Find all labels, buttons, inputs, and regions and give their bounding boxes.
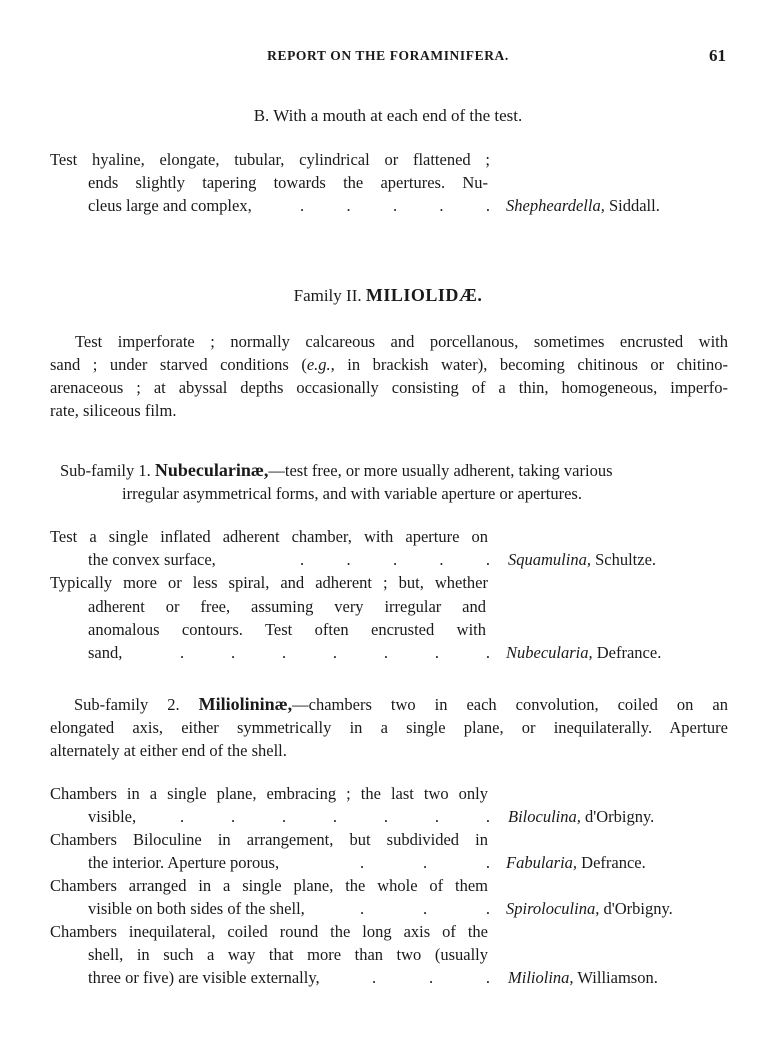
miliolina-line-1: Chambers inequilateral, coiled round the long axis of the <box>50 922 488 941</box>
squamulina-line-1: Test a single inflated adherent chamber, with aperture on <box>50 527 488 546</box>
fabularia-line-2: the interior. Aperture porous, <box>88 853 280 872</box>
shepheardella-line-1: Test hyaline, elongate, tubular, cylindrical or flattened ; <box>50 150 490 169</box>
genus-shepheardella <box>506 196 660 216</box>
spiroloculina-line-2: visible on both sides of the shell, <box>88 899 305 918</box>
genus-authority: Williamson. <box>577 968 658 987</box>
shepheardella-line-2: ends slightly tapering towards the apertures. Nu- <box>88 173 488 192</box>
genus-name: Spiroloculina, <box>506 899 600 918</box>
shepheardella-line-3: cleus large and complex, <box>88 196 252 215</box>
family-prefix: Family II. <box>293 286 362 305</box>
subfamily-1-line-1 <box>60 460 613 481</box>
leader-dots: . . . . . . . <box>180 643 490 662</box>
biloculina-line-2: visible, <box>88 807 137 826</box>
running-title: REPORT ON THE FORAMINIFERA. <box>267 48 509 63</box>
genus-name: Shepheardella, <box>506 196 605 215</box>
page-number: 61 <box>709 46 726 65</box>
genus-name: Squamulina, <box>508 550 591 569</box>
subfamily-name: Nubecularinæ, <box>154 460 269 480</box>
subfamily-prefix: Sub-family 1. <box>60 461 151 480</box>
genus-squamulina <box>508 550 656 570</box>
squamulina-line-2: the convex surface, <box>88 550 216 569</box>
section-b-heading: B. With a mouth at each end of the test. <box>253 106 523 125</box>
genus-authority: Defrance. <box>596 643 662 662</box>
genus-biloculina <box>508 807 654 827</box>
desc-text: sand ; under starved conditions ( <box>50 355 307 374</box>
genus-authority: Siddall. <box>608 196 660 215</box>
page-header <box>0 48 776 72</box>
genus-name: Fabularia, <box>506 853 578 872</box>
leader-dots: . . . <box>372 968 490 987</box>
leader-dots: . . . . . <box>300 196 490 215</box>
genus-miliolina <box>508 968 658 988</box>
leader-dots: . . . . . <box>300 550 490 569</box>
family-desc-line-2 <box>50 355 728 375</box>
subfamily-2-line-1 <box>74 694 728 715</box>
subfamily-2-line-3: alternately at either end of the shell. <box>50 741 287 760</box>
subfamily-text: —test free, or more usually adherent, taking various <box>268 461 613 480</box>
nubecularia-line-4: sand, <box>88 643 123 662</box>
spiroloculina-line-1: Chambers arranged in a single plane, the whole of them <box>50 876 488 895</box>
subfamily-2-line-2: elongated axis, either symmetrically in a single plane, or inequilaterally. Aperture <box>50 718 728 737</box>
family-heading <box>0 285 776 306</box>
desc-text-eg: e.g. <box>306 355 331 374</box>
genus-authority: d'Orbigny. <box>603 899 673 918</box>
miliolina-line-2: shell, in such a way that more than two (usually <box>88 945 488 964</box>
genus-fabularia <box>506 853 646 873</box>
family-desc-line-1: Test imperforate ; normally calcareous and porcellanous, sometimes encrusted with <box>75 332 728 351</box>
subfamily-1-line-2: irregular asymmetrical forms, and with variable aperture or apertures. <box>122 484 582 503</box>
miliolina-line-3: three or five) are visible externally, <box>88 968 320 987</box>
leader-dots: . . . <box>360 853 490 872</box>
genus-name: Biloculina, <box>508 807 581 826</box>
genus-name: Miliolina, <box>508 968 574 987</box>
desc-text: , in brackish water), becoming chitinous or chitino- <box>330 355 728 374</box>
subfamily-text: —chambers two in each convolution, coiled on an <box>292 695 728 714</box>
genus-authority: d'Orbigny. <box>585 807 655 826</box>
leader-dots: . . . <box>360 899 490 918</box>
family-desc-line-3: arenaceous ; at abyssal depths occasionally consisting of a thin, homogeneous, imperfo- <box>50 378 728 397</box>
leader-dots: . . . . . . . <box>180 807 490 826</box>
genus-name: Nubecularia, <box>506 643 593 662</box>
nubecularia-line-2: adherent or free, assuming very irregular and <box>88 597 486 616</box>
nubecularia-line-1: Typically more or less spiral, and adherent ; but, whether <box>50 573 488 592</box>
genus-nubecularia <box>506 643 661 663</box>
family-desc-line-4: rate, siliceous film. <box>50 401 177 420</box>
genus-authority: Defrance. <box>581 853 646 872</box>
nubecularia-line-3: anomalous contours. Test often encrusted with <box>88 620 486 639</box>
subfamily-name: Miliolininæ, <box>198 694 293 714</box>
genus-authority: Schultze. <box>595 550 657 569</box>
genus-spiroloculina <box>506 899 673 919</box>
subfamily-prefix: Sub-family 2. <box>74 695 180 714</box>
biloculina-line-1: Chambers in a single plane, embracing ; the last two only <box>50 784 488 803</box>
fabularia-line-1: Chambers Biloculine in arrangement, but subdivided in <box>50 830 488 849</box>
family-name: MILIOLIDÆ. <box>365 285 483 305</box>
